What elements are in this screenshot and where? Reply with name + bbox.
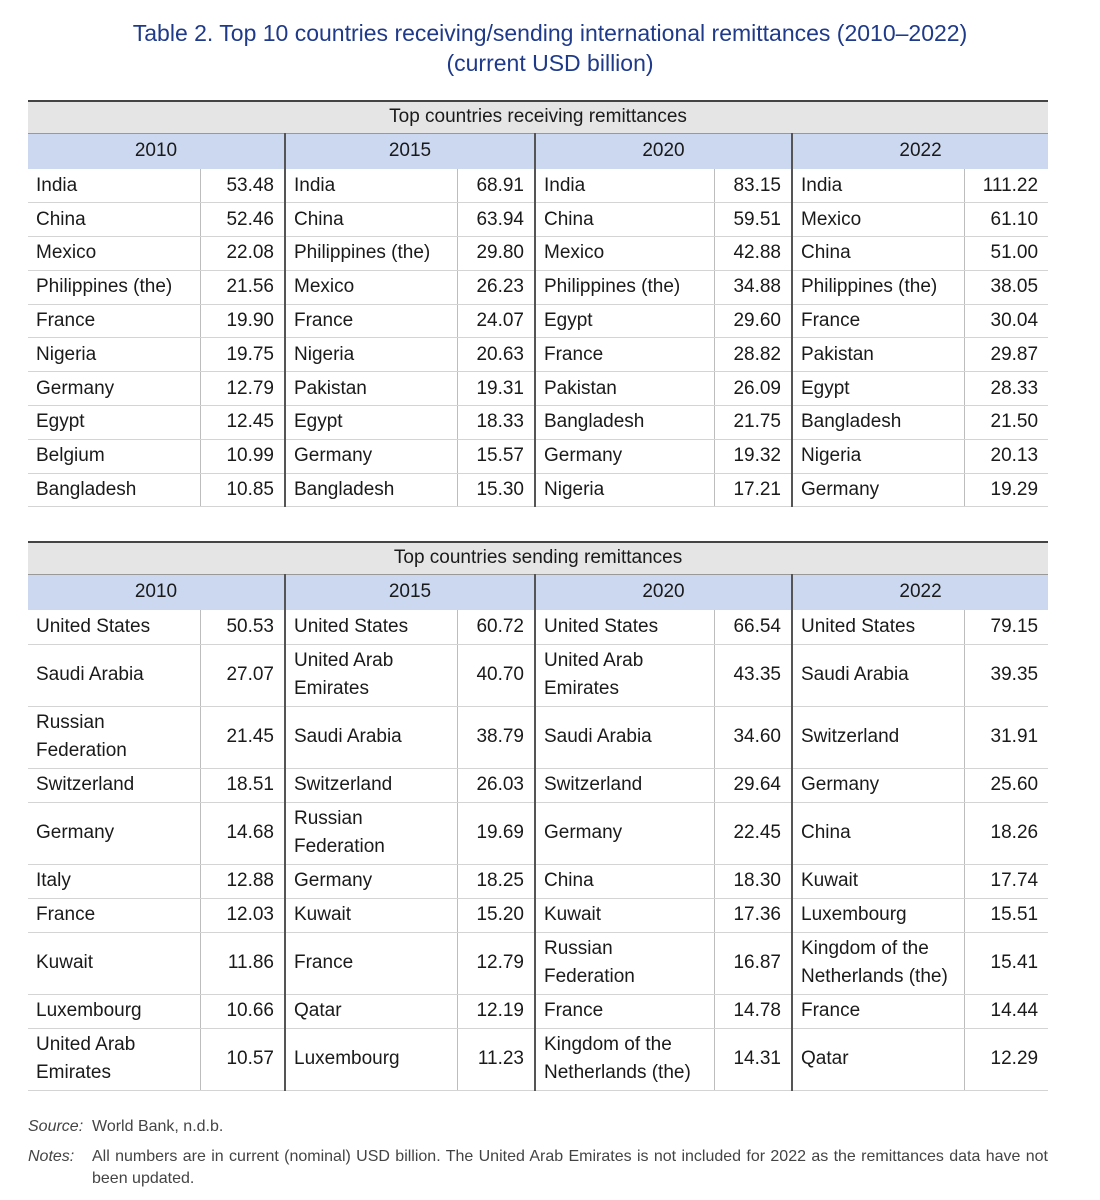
country-cell: Switzerland [285, 768, 457, 802]
country-cell: India [285, 169, 457, 203]
value-cell: 26.09 [714, 372, 792, 406]
country-cell: Bangladesh [535, 406, 714, 440]
country-cell: Mexico [535, 237, 714, 271]
country-cell: Egypt [535, 304, 714, 338]
table-row [28, 802, 1048, 864]
country-cell: Pakistan [792, 338, 964, 372]
table-row [28, 610, 1048, 644]
country-cell: Bangladesh [28, 473, 200, 507]
country-cell: France [285, 304, 457, 338]
value-cell: 16.87 [714, 932, 792, 994]
country-cell: Nigeria [792, 439, 964, 473]
value-cell: 14.78 [714, 994, 792, 1028]
value-cell: 60.72 [457, 610, 535, 644]
receiving-body [28, 169, 1048, 507]
country-cell: Mexico [285, 270, 457, 304]
table-row [28, 439, 1048, 473]
country-cell: India [28, 169, 200, 203]
value-cell: 42.88 [714, 237, 792, 271]
sending-table [28, 541, 1048, 1091]
country-cell: United Arab Emirates [535, 644, 714, 706]
value-cell: 59.51 [714, 203, 792, 237]
value-cell: 19.32 [714, 439, 792, 473]
country-cell: China [285, 203, 457, 237]
value-cell: 83.15 [714, 169, 792, 203]
value-cell: 20.63 [457, 338, 535, 372]
value-cell: 19.29 [964, 473, 1048, 507]
value-cell: 18.30 [714, 864, 792, 898]
caption-line-2: (current USD billion) [446, 50, 654, 76]
value-cell: 17.36 [714, 898, 792, 932]
value-cell: 12.45 [200, 406, 285, 440]
value-cell: 22.08 [200, 237, 285, 271]
country-cell: Kingdom of the Netherlands (the) [792, 932, 964, 994]
table-row [28, 994, 1048, 1028]
value-cell: 25.60 [964, 768, 1048, 802]
country-cell: Kingdom of the Netherlands (the) [535, 1028, 714, 1090]
value-cell: 11.86 [200, 932, 285, 994]
value-cell: 12.79 [200, 372, 285, 406]
country-cell: France [535, 994, 714, 1028]
country-cell: Mexico [792, 203, 964, 237]
notes-note [28, 1146, 1048, 1190]
country-cell: Bangladesh [792, 406, 964, 440]
value-cell: 10.85 [200, 473, 285, 507]
country-cell: Bangladesh [285, 473, 457, 507]
country-cell: India [535, 169, 714, 203]
table-row [28, 932, 1048, 994]
country-cell: Kuwait [535, 898, 714, 932]
country-cell: Egypt [28, 406, 200, 440]
country-cell: Qatar [792, 1028, 964, 1090]
year-header: 2020 [535, 133, 792, 169]
country-cell: Germany [792, 473, 964, 507]
country-cell: Luxembourg [285, 1028, 457, 1090]
country-cell: France [792, 304, 964, 338]
country-cell: Saudi Arabia [28, 644, 200, 706]
value-cell: 21.75 [714, 406, 792, 440]
country-cell: Pakistan [535, 372, 714, 406]
value-cell: 22.45 [714, 802, 792, 864]
country-cell: Italy [28, 864, 200, 898]
value-cell: 52.46 [200, 203, 285, 237]
country-cell: Germany [28, 372, 200, 406]
country-cell: China [535, 864, 714, 898]
country-cell: Saudi Arabia [285, 706, 457, 768]
table-row [28, 898, 1048, 932]
country-cell: Philippines (the) [28, 270, 200, 304]
value-cell: 10.57 [200, 1028, 285, 1090]
value-cell: 17.74 [964, 864, 1048, 898]
country-cell: Qatar [285, 994, 457, 1028]
country-cell: France [535, 338, 714, 372]
country-cell: Belgium [28, 439, 200, 473]
value-cell: 12.29 [964, 1028, 1048, 1090]
table-row [28, 203, 1048, 237]
table-row [28, 237, 1048, 271]
value-cell: 28.33 [964, 372, 1048, 406]
country-cell: Kuwait [28, 932, 200, 994]
year-header: 2022 [792, 133, 1048, 169]
value-cell: 34.60 [714, 706, 792, 768]
country-cell: United Arab Emirates [285, 644, 457, 706]
value-cell: 53.48 [200, 169, 285, 203]
country-cell: Germany [792, 768, 964, 802]
country-cell: China [535, 203, 714, 237]
value-cell: 18.33 [457, 406, 535, 440]
value-cell: 27.07 [200, 644, 285, 706]
country-cell: Philippines (the) [285, 237, 457, 271]
value-cell: 14.31 [714, 1028, 792, 1090]
country-cell: United States [285, 610, 457, 644]
sending-body [28, 610, 1048, 1090]
country-cell: Germany [535, 802, 714, 864]
year-header: 2010 [28, 133, 285, 169]
country-cell: Mexico [28, 237, 200, 271]
value-cell: 20.13 [964, 439, 1048, 473]
value-cell: 15.30 [457, 473, 535, 507]
country-cell: Philippines (the) [535, 270, 714, 304]
value-cell: 24.07 [457, 304, 535, 338]
value-cell: 15.51 [964, 898, 1048, 932]
country-cell: Saudi Arabia [535, 706, 714, 768]
table-row [28, 406, 1048, 440]
value-cell: 10.66 [200, 994, 285, 1028]
country-cell: Germany [285, 439, 457, 473]
value-cell: 66.54 [714, 610, 792, 644]
value-cell: 19.90 [200, 304, 285, 338]
country-cell: China [792, 237, 964, 271]
country-cell: France [28, 898, 200, 932]
year-header: 2015 [285, 574, 535, 610]
table-row [28, 473, 1048, 507]
country-cell: United States [28, 610, 200, 644]
value-cell: 21.45 [200, 706, 285, 768]
country-cell: Nigeria [285, 338, 457, 372]
country-cell: Pakistan [285, 372, 457, 406]
source-text: World Bank, n.d.b. [92, 1118, 224, 1135]
value-cell: 12.88 [200, 864, 285, 898]
year-header: 2010 [28, 574, 285, 610]
value-cell: 29.80 [457, 237, 535, 271]
value-cell: 18.51 [200, 768, 285, 802]
source-note [28, 1116, 1048, 1138]
country-cell: France [285, 932, 457, 994]
sending-heading: Top countries sending remittances [28, 542, 1048, 574]
country-cell: Germany [535, 439, 714, 473]
country-cell: Germany [28, 802, 200, 864]
value-cell: 10.99 [200, 439, 285, 473]
value-cell: 29.87 [964, 338, 1048, 372]
table-row [28, 1028, 1048, 1090]
value-cell: 51.00 [964, 237, 1048, 271]
country-cell: Saudi Arabia [792, 644, 964, 706]
value-cell: 14.44 [964, 994, 1048, 1028]
table-caption [0, 18, 1100, 78]
value-cell: 28.82 [714, 338, 792, 372]
country-cell: Nigeria [535, 473, 714, 507]
value-cell: 15.57 [457, 439, 535, 473]
value-cell: 39.35 [964, 644, 1048, 706]
value-cell: 30.04 [964, 304, 1048, 338]
table-row [28, 304, 1048, 338]
value-cell: 11.23 [457, 1028, 535, 1090]
table-row [28, 270, 1048, 304]
value-cell: 111.22 [964, 169, 1048, 203]
value-cell: 43.35 [714, 644, 792, 706]
value-cell: 38.05 [964, 270, 1048, 304]
value-cell: 15.41 [964, 932, 1048, 994]
country-cell: Egypt [285, 406, 457, 440]
country-cell: Kuwait [792, 864, 964, 898]
country-cell: China [28, 203, 200, 237]
value-cell: 12.19 [457, 994, 535, 1028]
value-cell: 63.94 [457, 203, 535, 237]
country-cell: Russian Federation [285, 802, 457, 864]
country-cell: France [792, 994, 964, 1028]
value-cell: 79.15 [964, 610, 1048, 644]
country-cell: United Arab Emirates [28, 1028, 200, 1090]
country-cell: United States [792, 610, 964, 644]
table-row [28, 338, 1048, 372]
source-label: Source: [28, 1118, 84, 1135]
value-cell: 12.03 [200, 898, 285, 932]
table-row [28, 706, 1048, 768]
value-cell: 40.70 [457, 644, 535, 706]
notes-label: Notes: [28, 1148, 75, 1165]
value-cell: 26.23 [457, 270, 535, 304]
year-header: 2015 [285, 133, 535, 169]
value-cell: 61.10 [964, 203, 1048, 237]
country-cell: Philippines (the) [792, 270, 964, 304]
country-cell: India [792, 169, 964, 203]
value-cell: 17.21 [714, 473, 792, 507]
year-header: 2022 [792, 574, 1048, 610]
value-cell: 18.26 [964, 802, 1048, 864]
value-cell: 21.50 [964, 406, 1048, 440]
table-row [28, 169, 1048, 203]
value-cell: 12.79 [457, 932, 535, 994]
value-cell: 19.75 [200, 338, 285, 372]
value-cell: 19.69 [457, 802, 535, 864]
value-cell: 14.68 [200, 802, 285, 864]
country-cell: Switzerland [28, 768, 200, 802]
receiving-table [28, 100, 1048, 507]
value-cell: 68.91 [457, 169, 535, 203]
country-cell: Switzerland [792, 706, 964, 768]
country-cell: Russian Federation [28, 706, 200, 768]
year-header: 2020 [535, 574, 792, 610]
value-cell: 29.64 [714, 768, 792, 802]
value-cell: 19.31 [457, 372, 535, 406]
country-cell: Nigeria [28, 338, 200, 372]
value-cell: 29.60 [714, 304, 792, 338]
country-cell: France [28, 304, 200, 338]
value-cell: 38.79 [457, 706, 535, 768]
value-cell: 21.56 [200, 270, 285, 304]
caption-line-1: Table 2. Top 10 countries receiving/sending international remittances (2010–2022) [132, 20, 968, 46]
value-cell: 34.88 [714, 270, 792, 304]
country-cell: Germany [285, 864, 457, 898]
value-cell: 50.53 [200, 610, 285, 644]
value-cell: 31.91 [964, 706, 1048, 768]
country-cell: China [792, 802, 964, 864]
receiving-heading: Top countries receiving remittances [28, 101, 1048, 133]
value-cell: 18.25 [457, 864, 535, 898]
value-cell: 15.20 [457, 898, 535, 932]
country-cell: Luxembourg [792, 898, 964, 932]
value-cell: 26.03 [457, 768, 535, 802]
table-row [28, 372, 1048, 406]
country-cell: Switzerland [535, 768, 714, 802]
notes-text: All numbers are in current (nominal) USD billion. The United Arab Emirates is not included for 2022 as the remittances data have not been updated. [92, 1148, 1048, 1187]
table-notes [28, 1116, 1048, 1198]
country-cell: Kuwait [285, 898, 457, 932]
country-cell: Russian Federation [535, 932, 714, 994]
table-row [28, 768, 1048, 802]
country-cell: United States [535, 610, 714, 644]
country-cell: Egypt [792, 372, 964, 406]
country-cell: Luxembourg [28, 994, 200, 1028]
table-row [28, 644, 1048, 706]
table-row [28, 864, 1048, 898]
